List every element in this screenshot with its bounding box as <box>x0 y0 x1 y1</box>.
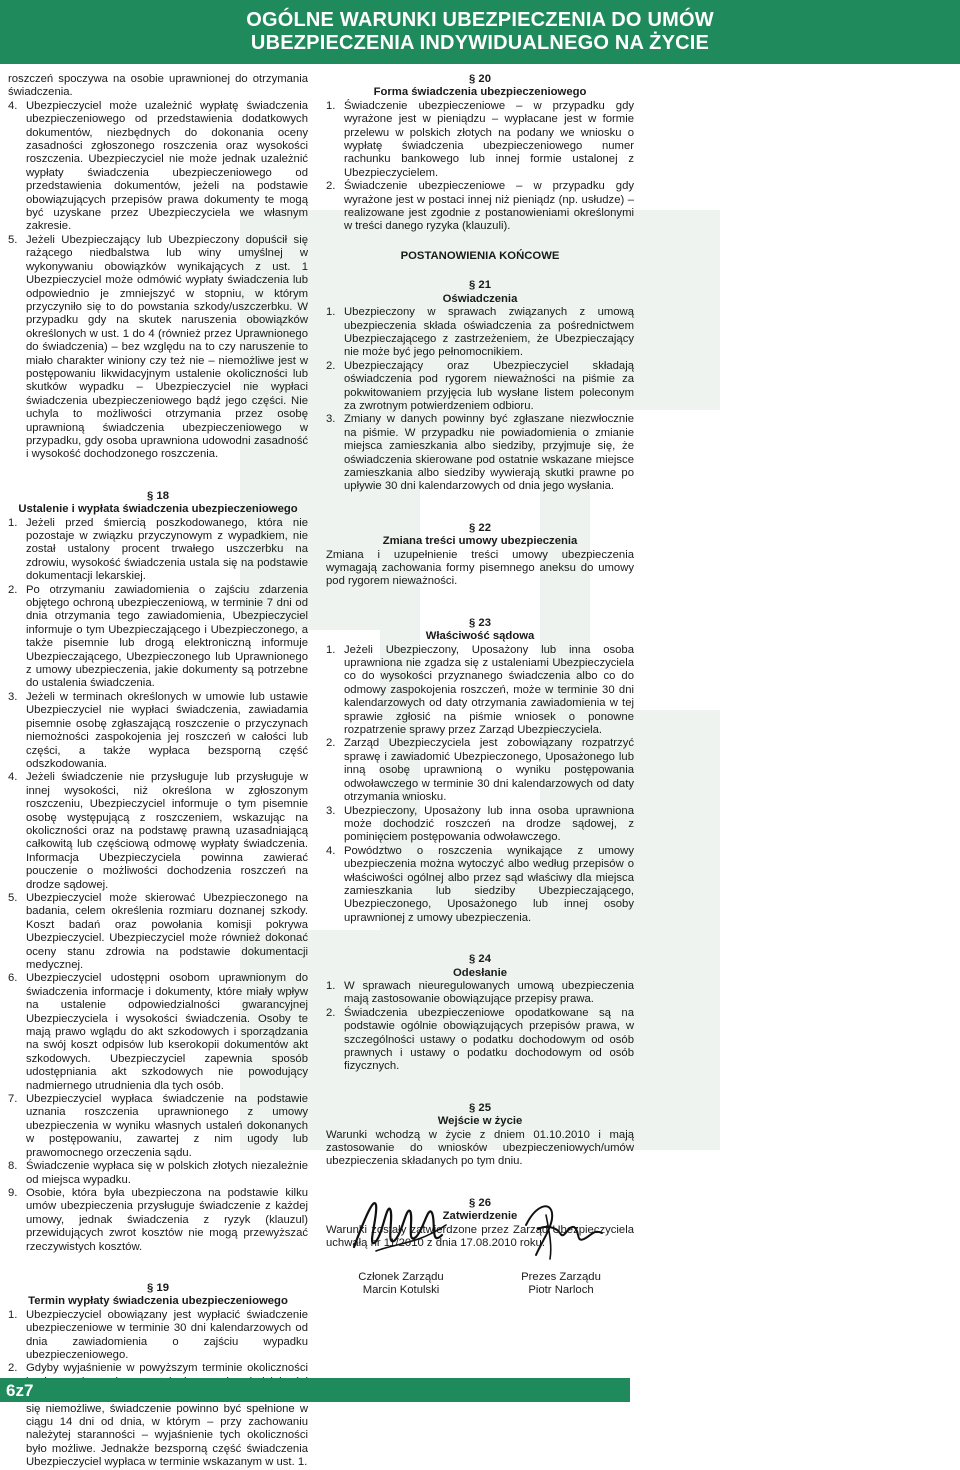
list-item <box>8 517 308 584</box>
item-text: Ubezpieczony w sprawach związanych z umową ubezpieczenia składa oświadczenia za pośrednictwem Ubezpieczającego z zastrzeżeniem, że Ubezpieczający nie może być jego pełnomocnikiem. <box>344 306 634 359</box>
item-number: 1. <box>8 1308 18 1321</box>
section-number: § 26 <box>469 1196 491 1209</box>
list-item <box>326 180 634 234</box>
item-number: 8. <box>8 1160 18 1173</box>
item-number: 2. <box>326 180 336 193</box>
section-number: § 25 <box>469 1101 491 1114</box>
list-item <box>8 972 308 1093</box>
intro-text: roszczeń spoczywa na osobie uprawnionej do otrzymania świadczenia. <box>8 73 308 99</box>
item-number: 2. <box>326 737 336 750</box>
item-number: 2. <box>8 583 18 596</box>
section-title: Oświadczenia <box>442 292 518 305</box>
item-number: 3. <box>326 804 336 817</box>
list-item <box>8 1093 308 1160</box>
section-number: § 19 <box>147 1281 169 1294</box>
list-item <box>8 584 308 691</box>
item-number: 4. <box>8 99 18 112</box>
list-item <box>326 100 634 180</box>
final-provisions-heading: POSTANOWIENIA KOŃCOWE <box>400 249 560 262</box>
list-item <box>8 1187 308 1254</box>
handwritten-signature-icon <box>506 1185 616 1267</box>
item-text: Świadczenie ubezpieczeniowe – w przypadku gdy wyrażone jest w postaci innej niż pieniądz (np. usłudze) – realizowane jest zgodnie z postanowieniami określonymi w treści danego ryzyka (klauzuli). <box>344 180 634 233</box>
list-item <box>8 100 308 234</box>
item-text: Świadczenie ubezpieczeniowe – w przypadku gdy wyrażone jest w pieniądzu – wypłacane jest w formie przelewu w polskich złotych na podany we wniosku o wypłatę świadczenia ubezpieczeniowego numer rachunku bankowego lub innej formie ustalonej z Ubezpieczycielem. <box>344 99 634 179</box>
list-claims-continued <box>8 100 308 462</box>
signature-board-member <box>326 1185 476 1298</box>
section-number: § 23 <box>469 616 491 629</box>
item-text: Powództwo o roszczenia wynikające z umowy ubezpieczenia można wytoczyć albo według przepisów o właściwości ogólnej albo przez sąd właściwy dla miejsca zamieszkania lub siedziby Ubezpieczającego, Ubezpieczonego, Uposażonego lub innej osoby uprawnionej z umowy ubezpieczenia. <box>344 844 634 924</box>
section-26-text: Warunki zostały zatwierdzone przez Zarząd Ubezpieczyciela uchwałą nr 11/2010 z dnia 17.08.2010 roku. <box>326 1223 634 1250</box>
section-number: § 24 <box>469 953 491 966</box>
section-22-heading <box>326 522 634 549</box>
item-text: Ubezpieczyciel może skierować Ubezpieczonego na badania, celem określenia rozmiaru doznanej szkody. Koszt badań oraz powołania komisji pokrywa Ubezpieczyciel. Ubezpieczyciel może również dokonać oceny stanu zdrowia na podstawie dokumentacji medycznej. <box>26 891 308 971</box>
header-band <box>0 0 960 64</box>
item-text: Jeżeli Ubezpieczający lub Ubezpieczony dopuścił się rażącego niedbalstwa lub winy umyślnej w wykonywaniu obowiązków wynikających z ust. 1 Ubezpieczyciel może odmówić wypłaty świadczenia lub odpowiednio je zmniejszyć w stopniu, w którym przyczyniło się to do powstania szkody/uszczerbku. W przypadku gdy na skutek naruszenia obowiązków określonych w ust. 1 do 4 (również przez Uprawnionego do świadczenia) – bez względu na to czy naruszenie to miało charakter winiony czy też nie – niemożliwe jest w postępowaniu likwidacyjnym ustalenie okoliczności lub skutków wypadku – Ubezpieczyciel nie wypłaci świadczenia ubezpieczeniowego bądź jego części. Nie uchyla to możliwości otrzymania przez osobę uprawnioną świadczenia ubezpieczeniowego w przypadku, gdy osoba uprawniona udowodni zasadność i wysokość dochodzonego roszczenia. <box>26 233 308 461</box>
section-title: Termin wypłaty świadczenia ubezpieczeniowego <box>28 1295 288 1308</box>
list-item <box>326 980 634 1007</box>
section-title: Wejście w życie <box>437 1115 523 1128</box>
item-text: Jeżeli Ubezpieczony, Uposażony lub inna osoba uprawniona nie zgadza się z ustaleniami Ubezpieczyciela co do wysokości przyznanego świadczenia albo co do odmowy zaspokojenia roszczeń, może w terminie 30 dni kalendarzowych od daty otrzymania zawiadomienia w tej sprawie zgłosić na piśmie wniosek o ponowne rozpatrzenie sprawy przez Zarząd Ubezpieczyciela. <box>344 643 634 737</box>
item-number: 5. <box>8 891 18 904</box>
right-column <box>326 73 634 1250</box>
list-item <box>8 234 308 462</box>
left-column <box>8 73 308 1470</box>
handwritten-signature-icon <box>346 1185 456 1267</box>
item-number: 2. <box>8 1362 18 1375</box>
list-item <box>326 306 634 360</box>
list-section-24 <box>326 980 634 1074</box>
section-number: § 22 <box>469 521 491 534</box>
item-text: Ubezpieczyciel udostępni osobom uprawnionym do świadczenia informacje i dokumenty, które miały wpływ na ustalenie odpowiedzialności gwarancyjnej Ubezpieczyciela i wysokości świadczenia. Osoby te mają prawo wglądu do akt szkodowych i sporządzania na swój koszt odpisów lub kserokopii dokumentów akt szkodowych. Ubezpieczyciel zapewnia sposób udostępniania akt szkodowych nie powodujący nadmiernego utrudnienia dla tych osób. <box>26 972 308 1092</box>
list-section-23 <box>326 644 634 926</box>
section-title: Właściwość sądowa <box>425 630 535 643</box>
item-number: 7. <box>8 1093 18 1106</box>
list-item <box>326 644 634 738</box>
footer-band <box>0 1378 630 1402</box>
item-number: 9. <box>8 1186 18 1199</box>
section-21-heading <box>326 279 634 306</box>
item-number: 2. <box>326 1006 336 1019</box>
list-item <box>8 1309 308 1363</box>
section-title: Zatwierdzenie <box>442 1210 518 1223</box>
item-text: Ubezpieczyciel wypłaca świadczenie na podstawie uznania roszczenia uprawnionego z umowy ubezpieczenia w wyniku własnych ustaleń dokonanych w postępowaniu, zawartej z nim ugody lub prawomocnego orzeczenia sądu. <box>26 1093 308 1159</box>
section-25-text: Warunki wchodzą w życie z dniem 01.10.2010 i mają zastosowanie do wniosków ubezpieczeniowych/umów ubezpieczenia składanych po tym dniu. <box>326 1128 634 1168</box>
item-text: Ubezpieczający oraz Ubezpieczyciel składają oświadczenia pod rygorem nieważności na piśmie za pokwitowaniem przyjęcia lub wysłane listem poleconym za zwrotnym potwierdzeniem odbioru. <box>344 359 634 412</box>
item-number: 1. <box>326 979 336 992</box>
list-section-21 <box>326 306 634 494</box>
section-23-heading <box>326 617 634 644</box>
item-number: 4. <box>326 844 336 857</box>
section-title: Zmiana treści umowy ubezpieczenia <box>382 535 578 548</box>
item-number: 5. <box>8 233 18 246</box>
section-25-heading <box>326 1102 634 1129</box>
item-text: Jeżeli w terminach określonych w umowie lub ustawie Ubezpieczyciel nie wypłaci świadczenia, zawiadamia pisemnie osobę zgłaszającą roszczenie o przyczynach niemożności zaspokojenia jej roszczeń w całości lub części, a także wypłaca bezsporną część odszkodowania. <box>26 690 308 770</box>
list-item <box>8 1160 308 1187</box>
list-item <box>8 691 308 771</box>
item-text: Gdyby wyjaśnienie w powyższym terminie okoliczności się niemożliwe, świadczenie powinno być spełnione w ciągu 14 dni od dnia, w którym – przy zachowaniu należytej staranności – wyjaśnienie tych okoliczności było możliwe. Jednakże bezsporną część świadczenia Ubezpieczyciel wypłaca w terminie wskazanym w ust. 1. <box>26 1362 308 1469</box>
item-text: Osobie, która była ubezpieczona na podstawie kilku umów ubezpieczenia przysługuje świadczenie z każdej umowy, jednak świadczenia z ryzyk (klauzul) przewidujących zwrot kosztów nie mogą przewyższać rzeczywistych kosztów. <box>26 1186 308 1253</box>
list-item <box>326 360 634 414</box>
signatory-role: Członek Zarządu <box>358 1271 444 1283</box>
signatory-name: Marcin Kotulski <box>362 1284 440 1297</box>
item-text: W sprawach nieuregulowanych umową ubezpieczenia mają zastosowanie obowiązujące przepisy prawa. <box>344 979 634 1006</box>
list-item <box>326 845 634 925</box>
list-section-20 <box>326 100 634 234</box>
item-text: Świadczenie wypłaca się w polskich złotych niezależnie od miejsca wypadku. <box>26 1160 308 1186</box>
section-title: Odesłanie <box>453 966 507 979</box>
item-number: 2. <box>326 359 336 372</box>
item-text: Po otrzymaniu zawiadomienia o zajściu zdarzenia objętego ochroną ubezpieczeniową, w terminie 7 dni od dnia otrzymania tego zawiadomienia, Ubezpieczyciel informuje o tym Ubezpieczającego i Ubezpieczonego, a także pisemnie lub drogą elektroniczną informuje Ubezpieczającego, Ubezpieczonego lub Uprawnionego z umowy ubezpieczenia, jakie dokumenty są potrzebne do ustalenia świadczenia. <box>26 583 308 690</box>
item-text: Świadczenia ubezpieczeniowe opodatkowane są na podstawie ogólnie obowiązujących przepisów prawa, w szczególności ustawy o podatku dochodowym od osób prawnych i ustawy o podatku dochodowym od osób fizycznych. <box>344 1006 634 1073</box>
item-number: 1. <box>326 643 336 656</box>
item-number: 1. <box>8 516 18 529</box>
list-item <box>326 737 634 804</box>
section-title: Ustalenie i wypłata świadczenia ubezpieczeniowego <box>18 503 298 516</box>
list-section-18 <box>8 517 308 1254</box>
signatures-block <box>326 1185 636 1305</box>
signature-president <box>486 1185 636 1298</box>
section-24-heading <box>326 953 634 980</box>
item-number: 3. <box>8 690 18 703</box>
item-text: Zmiany w danych powinny być zgłaszane niezwłocznie na piśmie. W przypadku nie powiadomienia o zmianie miejsca zamieszkania albo siedziby, przyjmuje się, że oświadczenia skierowane pod ostatnie wskazane miejsce zamieszkania albo siedziby wywierają skutki prawne po upływie 30 dni kalendarzowych od dnia jego wysłania. <box>344 413 634 493</box>
item-number: 3. <box>326 413 336 426</box>
section-20-heading <box>326 73 634 100</box>
item-text: Ubezpieczony, Uposażony lub inna osoba uprawniona może dochodzić roszczeń na drodze sądowej, z pominięciem postępowania odwoławczego. <box>344 804 634 844</box>
item-text: Ubezpieczyciel obowiązany jest wypłacić świadczenie ubezpieczeniowe w terminie 30 dni kalendarzowych od dnia zawiadomienia o zajściu wypadku ubezpieczeniowego. <box>26 1308 308 1361</box>
section-number: § 21 <box>469 279 491 292</box>
list-item <box>8 771 308 892</box>
section-number: § 20 <box>469 73 491 85</box>
item-number: 1. <box>326 306 336 319</box>
item-text: Ubezpieczyciel może uzależnić wypłatę świadczenia ubezpieczeniowego od przedstawienia dodatkowych dokumentów, niezbędnych do dokonania oceny zasadności zgłoszonego roszczenia oraz wysokości roszczenia. Ubezpieczyciel nie może jednak uzależnić wypłaty świadczenia ubezpieczeniowego od przedstawienia dokumentów, jeżeli na podstawie obowiązujących przepisów prawa dokumenty te mogą być uzyskane przez Ubezpieczyciela we własnym zakresie. <box>26 99 308 233</box>
item-number: 4. <box>8 771 18 784</box>
item-number: 6. <box>8 972 18 985</box>
signatory-name: Piotr Narloch <box>528 1284 594 1297</box>
list-item <box>326 1007 634 1074</box>
section-22-text: Zmiana i uzupełnienie treści umowy ubezpieczenia wymagają zachowania formy pisemnego aneksu do umowy pod rygorem nieważności. <box>326 548 634 588</box>
section-title: Forma świadczenia ubezpieczeniowego <box>373 86 587 99</box>
list-item <box>326 805 634 845</box>
section-18-heading <box>8 490 308 517</box>
page-number: 6z7 <box>6 1381 34 1400</box>
item-number: 1. <box>326 99 336 112</box>
item-text: Jeżeli świadczenie nie przysługuje lub przysługuje w innej wysokości, niż określona w zgłoszonym roszczeniu, Ubezpieczyciel informuje o tym pisemnie osobę występującą z roszczeniem, wskazując na okoliczności oraz na podstawę prawną uzasadniającą całkowitą lub częściową odmowę wypłaty świadczenia. Informacja Ubezpieczyciela powinna zawierać pouczenie o możliwości dochodzenia roszczeń na drodze sądowej. <box>26 771 308 891</box>
list-item <box>326 413 634 493</box>
document-title-line-2: UBEZPIECZENIA INDYWIDUALNEGO NA ŻYCIE <box>250 32 710 54</box>
item-text: Zarząd Ubezpieczyciela jest zobowiązany rozpatrzyć sprawę i zawiadomić Ubezpieczonego, Uposażonego lub inną osobę uprawnioną o wyniku postępowania odwoławczego w terminie 30 dni kalendarzowych od daty otrzymania wniosku. <box>344 737 634 804</box>
list-item <box>8 892 308 972</box>
item-text: Jeżeli przed śmiercią poszkodowanego, która nie pozostaje w związku przyczynowym z wypadkiem, nie został ustalony procent trwałego uszczerbku na zdrowiu, wysokość świadczenia ustala się na podstawie dokumentacji lekarskiej. <box>26 516 308 583</box>
section-number: § 18 <box>147 489 169 502</box>
signatory-role: Prezes Zarządu <box>521 1271 601 1283</box>
document-title-line-1: OGÓLNE WARUNKI UBEZPIECZENIA DO UMÓW <box>246 9 714 31</box>
section-19-heading <box>8 1282 308 1309</box>
